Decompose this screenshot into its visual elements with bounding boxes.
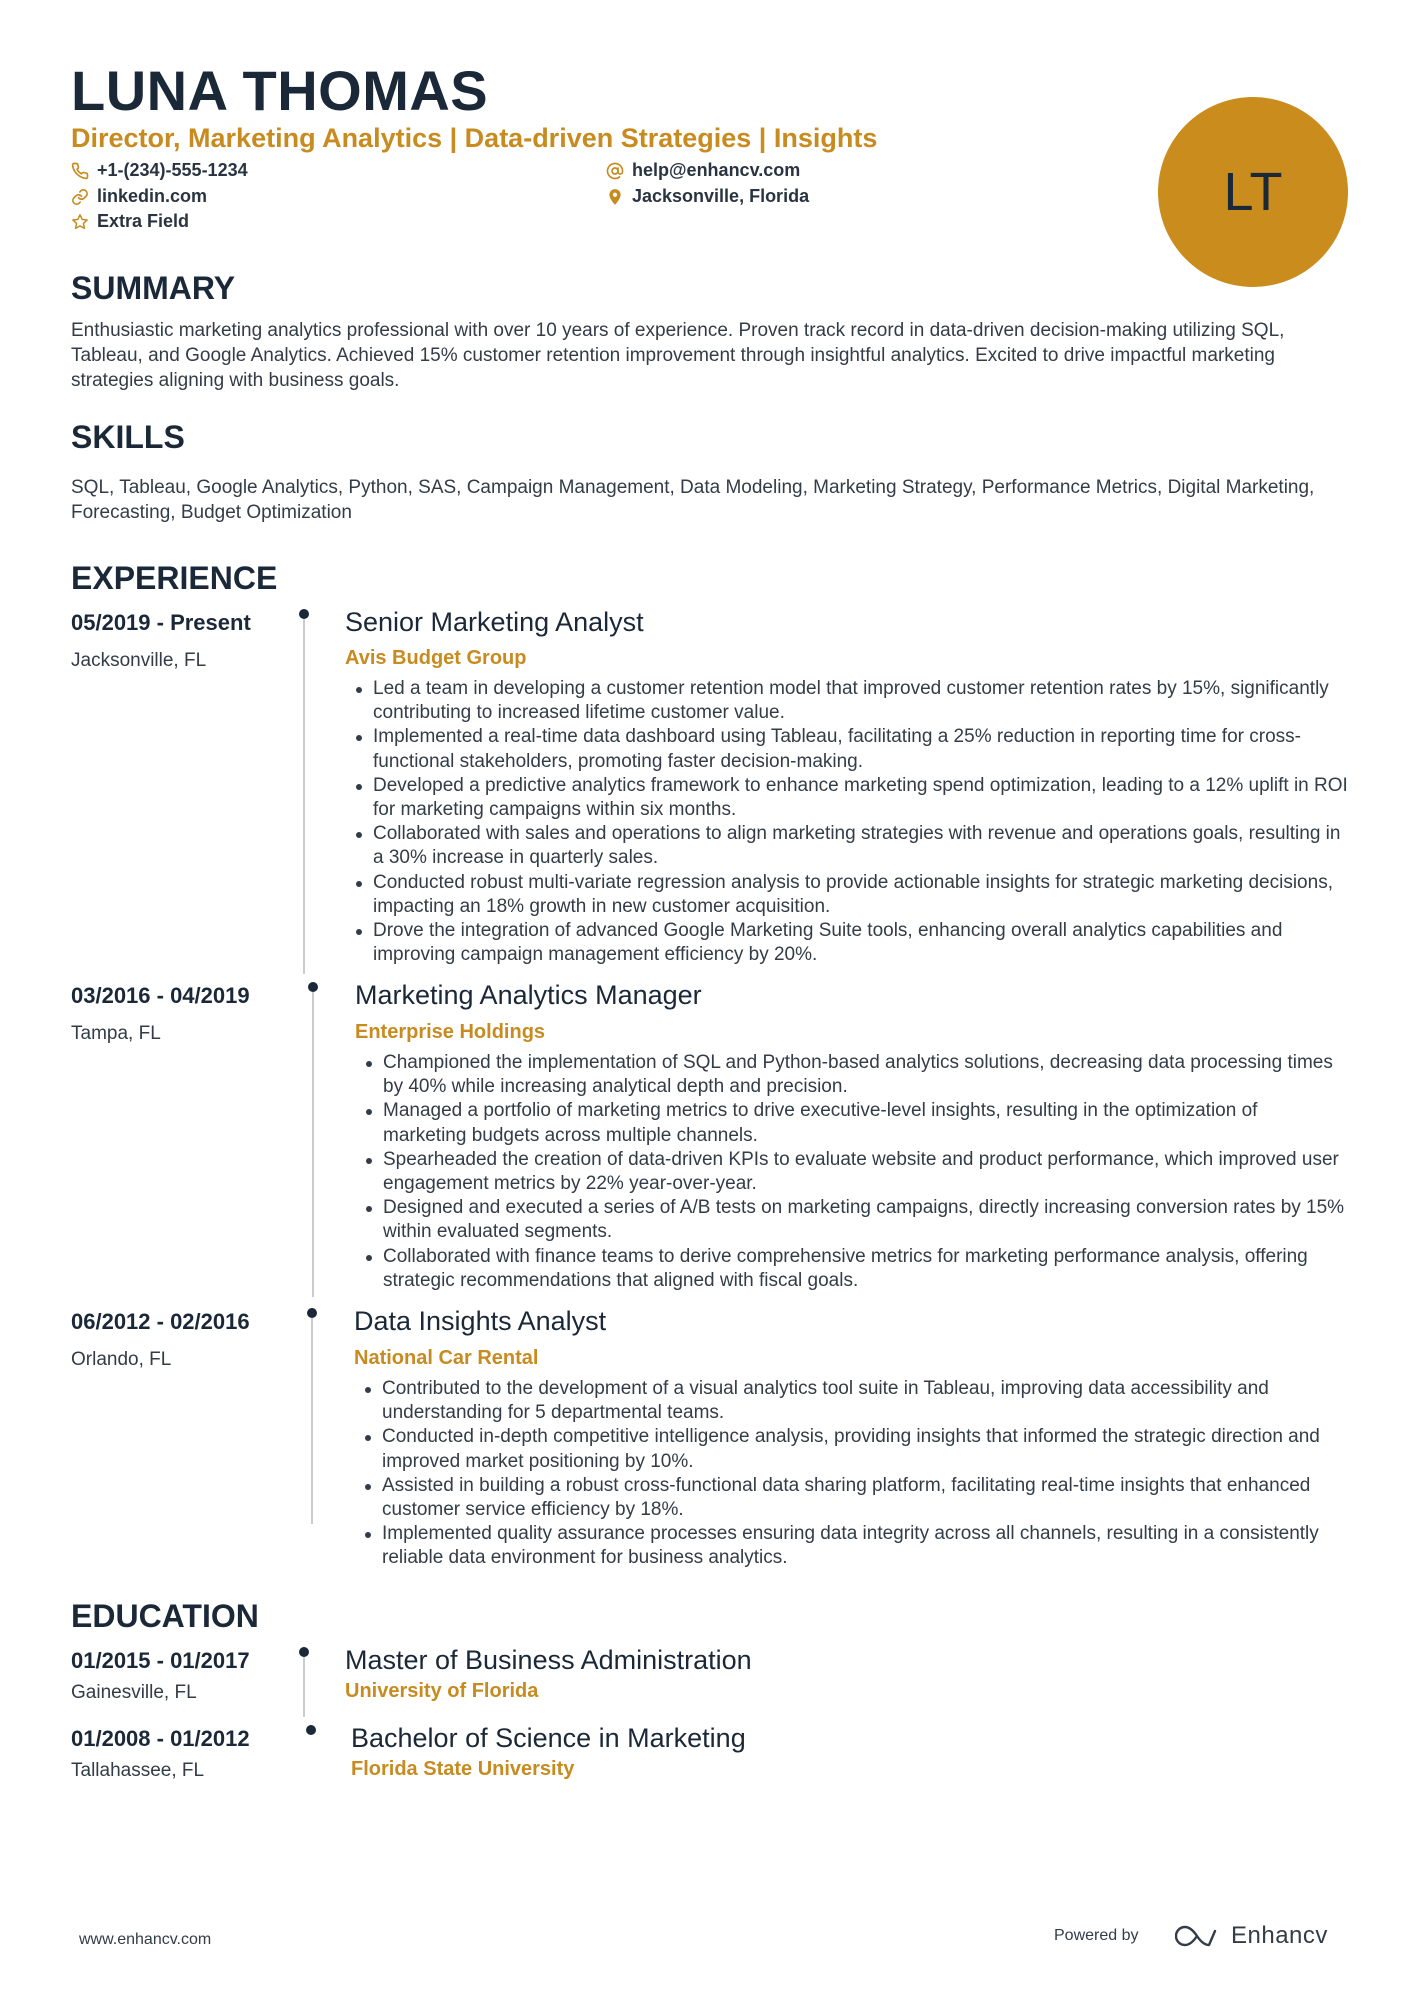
candidate-name: LUNA THOMAS [71, 59, 489, 122]
experience-location: Tampa, FL [71, 1023, 161, 1044]
map-pin-icon [606, 188, 624, 206]
brand-name: Enhancv [1231, 1922, 1328, 1949]
list-item: Implemented a real-time data dashboard using Tableau, facilitating a 25% reduction in reporting time for cross-functional stakeholders, promoting faster decision-making. [350, 725, 1350, 773]
skills-text: SQL, Tableau, Google Analytics, Python, SAS, Campaign Management, Data Modeling, Marketing Strategy, Performance Metrics, Digital Marketing, Forecasting, Budget Optimization [71, 477, 1315, 523]
enhancv-logo[interactable] [1175, 1922, 1328, 1950]
experience-role: Marketing Analytics Manager [355, 980, 702, 1010]
timeline-dot [299, 609, 309, 619]
timeline-dot [307, 1308, 317, 1318]
timeline-line [303, 1657, 305, 1717]
education-degree: Master of Business Administration [345, 1645, 752, 1675]
star-icon [71, 213, 89, 231]
experience-dates: 05/2019 - Present [71, 610, 251, 635]
list-item: Championed the implementation of SQL and Python-based analytics solutions, decreasing data processing times by 40% while increasing analytical depth and precision. [360, 1051, 1345, 1099]
at-sign-icon [606, 162, 624, 180]
timeline-dot [306, 1725, 316, 1735]
experience-dates: 06/2012 - 02/2016 [71, 1309, 250, 1334]
contact-email-text: help@enhancv.com [632, 160, 801, 180]
contact-extra [71, 211, 189, 232]
education-degree: Bachelor of Science in Marketing [351, 1723, 746, 1753]
experience-location: Orlando, FL [71, 1349, 172, 1370]
list-item: Drove the integration of advanced Google Marketing Suite tools, enhancing overall analytics capabilities and improving campaign management efficiency by 20%. [350, 919, 1350, 967]
timeline-line [303, 619, 305, 974]
experience-title: EXPERIENCE [71, 560, 278, 596]
list-item: Developed a predictive analytics framework to enhance marketing spend optimization, leading to a 12% uplift in ROI for marketing campaigns within six months. [350, 774, 1350, 822]
summary-title: SUMMARY [71, 270, 236, 306]
list-item: Managed a portfolio of marketing metrics to drive executive-level insights, resulting in the optimization of marketing budgets across multiple channels. [360, 1099, 1345, 1147]
contact-linkedin[interactable] [71, 186, 207, 207]
education-school: University of Florida [345, 1680, 539, 1702]
contact-location [606, 186, 809, 207]
experience-role: Senior Marketing Analyst [345, 607, 644, 637]
link-icon [71, 188, 89, 206]
timeline-line [311, 1318, 313, 1524]
timeline-line [312, 992, 314, 1297]
list-item: Assisted in building a robust cross-functional data sharing platform, facilitating real-time insights that enhanced customer service efficiency by 18%. [359, 1474, 1344, 1522]
experience-role: Data Insights Analyst [354, 1306, 607, 1336]
experience-company: Enterprise Holdings [355, 1021, 546, 1043]
experience-bullets [360, 1051, 1345, 1293]
footer-url[interactable]: www.enhancv.com [79, 1931, 212, 1948]
list-item: Collaborated with sales and operations to align marketing strategies with revenue and operations goals, resulting in a 30% increase in quarterly sales. [350, 822, 1350, 870]
timeline-dot [299, 1647, 309, 1657]
experience-company: National Car Rental [354, 1347, 539, 1369]
contact-extra-text: Extra Field [97, 211, 190, 231]
contact-email[interactable] [606, 160, 800, 181]
list-item: Spearheaded the creation of data-driven KPIs to evaluate website and product performance, which improved user engagement metrics by 22% year-over-year. [360, 1148, 1345, 1196]
experience-bullets [359, 1377, 1344, 1571]
list-item: Contributed to the development of a visual analytics tool suite in Tableau, improving data accessibility and understanding for 5 departmental teams. [359, 1377, 1344, 1425]
contact-linkedin-text: linkedin.com [97, 186, 208, 206]
contact-phone[interactable] [71, 160, 248, 181]
list-item: Implemented quality assurance processes ensuring data integrity across all channels, resulting in a consistently reliable data environment for business analytics. [359, 1522, 1344, 1570]
skills-title: SKILLS [71, 419, 185, 455]
phone-icon [71, 162, 89, 180]
summary-text: Enthusiastic marketing analytics professional with over 10 years of experience. Proven track record in data-driven decision-making utilizing SQL, Tableau, and Google Analytics. Achieved 15% customer retention improvement through insightful analytics. Excited to drive impactful marketing strategies aligning with business goals. [71, 320, 1285, 391]
contact-location-text: Jacksonville, Florida [632, 186, 810, 206]
candidate-headline: Director, Marketing Analytics | Data-driven Strategies | Insights [71, 123, 878, 153]
experience-bullets [350, 677, 1350, 967]
avatar [1158, 97, 1348, 287]
education-location: Gainesville, FL [71, 1682, 197, 1703]
timeline-dot [308, 982, 318, 992]
powered-by-label: Powered by [1054, 1927, 1139, 1944]
infinity-logo-icon [1175, 1923, 1221, 1949]
education-dates: 01/2008 - 01/2012 [71, 1726, 250, 1751]
education-title: EDUCATION [71, 1598, 259, 1634]
list-item: Led a team in developing a customer retention model that improved customer retention rates by 15%, significantly contributing to increased lifetime customer value. [350, 677, 1350, 725]
experience-dates: 03/2016 - 04/2019 [71, 983, 250, 1008]
list-item: Conducted robust multi-variate regression analysis to provide actionable insights for strategic marketing decisions, impacting an 18% growth in new customer acquisition. [350, 871, 1350, 919]
experience-company: Avis Budget Group [345, 647, 527, 669]
list-item: Collaborated with finance teams to derive comprehensive metrics for marketing performance analysis, offering strategic recommendations that aligned with fiscal goals. [360, 1245, 1345, 1293]
list-item: Designed and executed a series of A/B tests on marketing campaigns, directly increasing conversion rates by 15% within evaluated segments. [360, 1196, 1345, 1244]
education-school: Florida State University [351, 1758, 575, 1780]
contact-phone-text: +1-(234)-555-1234 [97, 160, 248, 180]
education-location: Tallahassee, FL [71, 1760, 205, 1781]
experience-location: Jacksonville, FL [71, 650, 207, 671]
avatar-initials: LT [1223, 162, 1283, 222]
list-item: Conducted in-depth competitive intelligence analysis, providing insights that informed the strategic direction and improved market positioning by 10%. [359, 1425, 1344, 1473]
education-dates: 01/2015 - 01/2017 [71, 1648, 250, 1673]
